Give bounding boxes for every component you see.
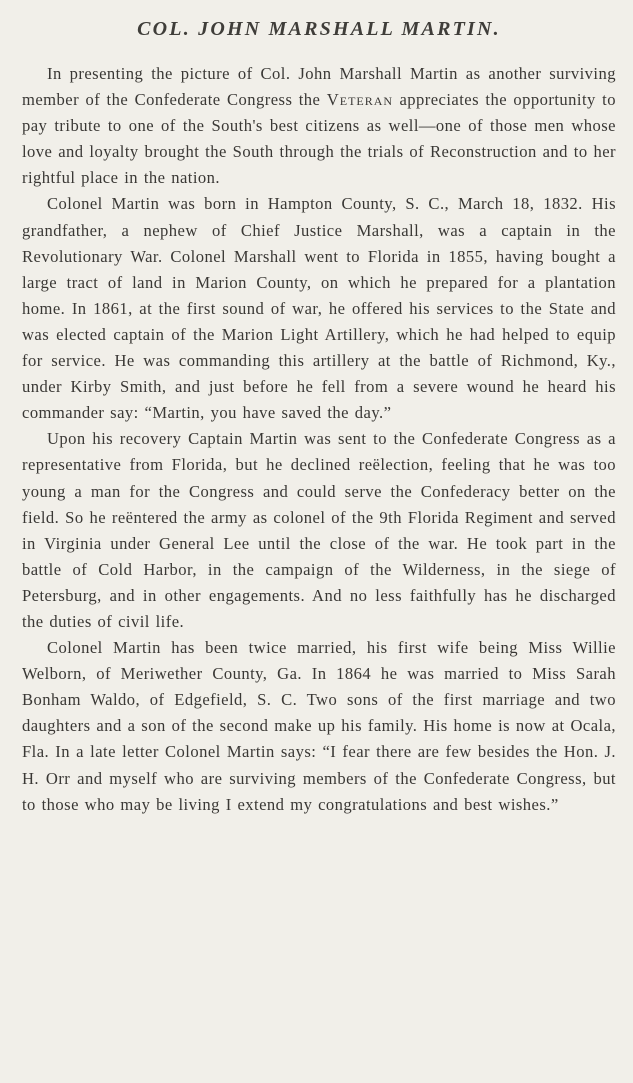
paragraph-intro-text-b: appreciates the opportunity to pay tribute to one of the South's best citizens as well—one of those men whose love and loyalty brought the South through the trials of Reconstruction and to her rightful place in the nation. bbox=[22, 90, 616, 188]
paragraph-congress: Upon his recovery Captain Martin was sent to the Confederate Congress as a representative from Florida, but he declined reëlection, feeling that he was too young a man for the Congress and could serve the Confederacy better on the field. So he reëntered the army as colonel of the 9th Florida Regiment and served in Virginia under General Lee until the close of the war. He took part in the battle of Cold Harbor, in the campaign of the Wilderness, in the siege of Petersburg, and in other engagements. And no less faithfully has he discharged the duties of civil life. bbox=[22, 429, 616, 631]
paragraph-birth: Colonel Martin was born in Hampton County, S. C., March 18, 1832. His grandfather, a nephew of Chief Justice Marshall, was a captain in the Revolutionary War. Colonel Marshall went to Florida in 1855, having bought a large tract of land in Marion County, on which he prepared for a plantation home. In 1861, at the first sound of war, he offered his services to the State and was elected captain of the Marion Light Artillery, which he had helped to equip for service. He was commanding this artillery at the battle of Richmond, Ky., under Kirby Smith, and just before he fell from a severe wound he heard his commander say: “Martin, you have saved the day.” bbox=[22, 194, 616, 423]
article-title: COL. JOHN MARSHALL MARTIN. bbox=[137, 18, 501, 40]
paragraph-intro-text-a: In presenting the picture of Col. John Marshall Martin as another surviving member of the Confederate Congress the bbox=[22, 64, 616, 110]
article bbox=[22, 14, 616, 818]
paragraph-family: Colonel Martin has been twice married, his first wife being Miss Willie Welborn, of Meriwether County, Ga. In 1864 he was married to Miss Sarah Bonham Waldo, of Edgefield, S. C. Two sons of the first marriage and two daughters and a son of the second make up his family. His home is now at Ocala, Fla. In a late letter Colonel Martin says: “I fear there are few besides the Hon. J. H. Orr and myself who are surviving members of the Confederate Congress, but to those who may be living I extend my congratulations and best wishes.” bbox=[22, 638, 616, 814]
paragraph-intro bbox=[22, 61, 616, 191]
veteran-small-caps: Veteran bbox=[326, 90, 394, 110]
